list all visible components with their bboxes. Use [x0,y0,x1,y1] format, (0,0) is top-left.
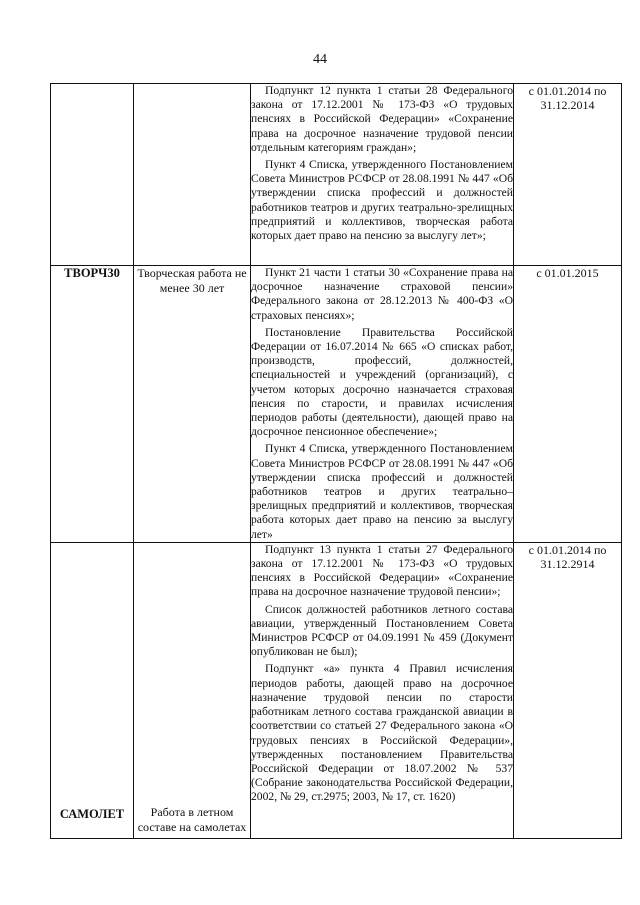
table-row [51,266,622,543]
code-cell [51,84,134,266]
description-cell [134,84,251,266]
codes-table [50,83,622,839]
page-number: 44 [313,52,327,67]
legal-basis-cell [251,84,514,266]
legal-basis-paragraph: Список должностей работников летного состава авиации, утвержденный Постановлением Совета Министров РСФСР от 04.09.1991 № 459 (Документ опубликован не был); [251,602,513,659]
code-cell: ТВОРЧ30 [51,266,134,543]
legal-basis-paragraph: Пункт 4 Списка, утвержденного Постановлением Совета Министров РСФСР от 28.08.1991 № 447 «Об утверждении списка профессий и должностей работников театров и других театрально–зрелищных предприятий и коллективов, творческая работа которых дает право на пенсию за выслугу лет» [251,442,513,541]
period-cell: с 01.01.2014 по 31.12.2014 [514,84,622,266]
description-cell: Работа в летном составе на самолетах [134,542,251,838]
legal-basis-paragraph: Подпункт 12 пункта 1 статьи 28 Федерального закона от 17.12.2001 № 173-ФЗ «О трудовых пенсиях в Российской Федерации» «Сохранение права на досрочное назначение трудовой пенсии отдельным категориям граждан»; [251,84,513,154]
legal-basis-paragraph: Пункт 21 части 1 статьи 30 «Сохранение права на досрочное назначение страховой пенсии» Федерального закона от 28.12.2013 № 400-ФЗ «О страховых пенсиях»; [251,266,513,322]
legal-basis-paragraph: Подпункт «а» пункта 4 Правил исчисления периодов работы, дающей право на досрочное назначение трудовой пенсии по старости работникам летного состава гражданской авиации в соответствии со статьей 27 Федерального закона «О трудовых пенсиях в Российской Федерации», утвержденных постановлением Правительства Российской Федерации от 18.07.2002 № 537 (Собрание законодательства Российской Федерации, 2002, № 29, ст.2975; 2003, № 17, ст. 1620) [251,662,513,804]
legal-basis-paragraph: Подпункт 13 пункта 1 статьи 27 Федерального закона от 17.12.2001 № 173-ФЗ «О трудовых пенсиях в Российской Федерации» «Сохранение права на досрочное назначение трудовой пенсии»; [251,542,513,599]
table-row [51,542,622,838]
legal-basis-paragraph: Пункт 4 Списка, утвержденного Постановлением Совета Министров РСФСР от 28.08.1991 № 447 «Об утверждении списка профессий и должностей работников театров и других театрально-зрелищных предприятий и коллективов, творческая работа которых дает право на пенсию за выслугу лет»; [251,158,513,243]
table-row [51,84,622,266]
legal-basis-cell [251,266,514,543]
legal-basis-cell [251,542,514,838]
legal-basis-paragraph: Постановление Правительства Российской Федерации от 16.07.2014 № 665 «О списках работ, производств, профессий, должностей, специальностей и учреждений (организаций), с учетом которых досрочно назначается страховая пенсия по старости, и правилах исчисления периодов работы (деятельности), дающей право на досрочное пенсионное обеспечение»; [251,325,513,439]
code-cell: САМОЛЕТ [51,542,134,838]
period-cell: с 01.01.2015 [514,266,622,543]
description-cell: Творческая работа не менее 30 лет [134,266,251,543]
period-cell: с 01.01.2014 по 31.12.2914 [514,542,622,838]
